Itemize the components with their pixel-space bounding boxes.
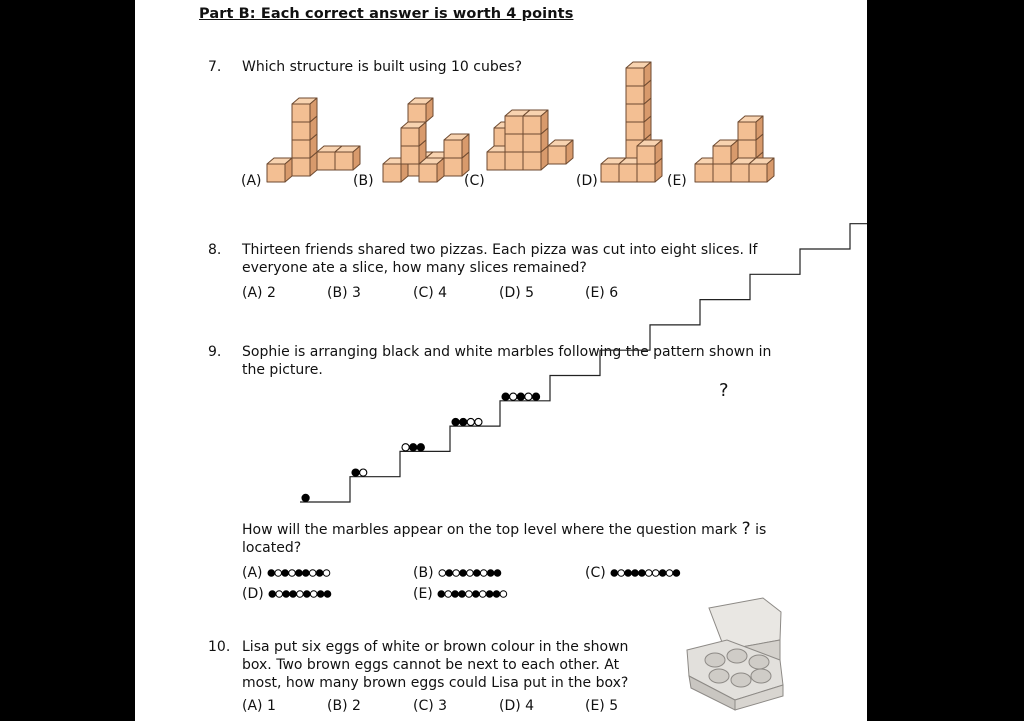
q10-option-e[interactable]: (E) 5 xyxy=(585,698,619,714)
q8-text-line1: Thirteen friends shared two pizzas. Each pizza was cut into eight slices. If xyxy=(242,242,758,258)
q10-option-a[interactable]: (A) 1 xyxy=(242,698,276,714)
q7-option-d-label[interactable]: (D) xyxy=(576,173,598,189)
q9-text-line1: Sophie is arranging black and white marbles following the pattern shown in xyxy=(242,344,772,360)
q8-option-d[interactable]: (D) 5 xyxy=(499,285,535,301)
q9-option-c-label: (C) xyxy=(585,565,606,581)
q10-text-line1: Lisa put six eggs of white or brown colour in the shown xyxy=(242,639,629,655)
q7-text: Which structure is built using 10 cubes? xyxy=(242,59,523,75)
q10-option-c[interactable]: (C) 3 xyxy=(413,698,448,714)
q7-option-e-label[interactable]: (E) xyxy=(667,173,687,189)
q7-number: 7. xyxy=(208,59,222,75)
q8-option-c[interactable]: (C) 4 xyxy=(413,285,448,301)
worksheet-page xyxy=(135,0,867,721)
q8-option-e[interactable]: (E) 6 xyxy=(585,285,619,301)
q10-text-line3: most, how many brown eggs could Lisa put in the box? xyxy=(242,675,629,691)
q9-option-a-label: (A) xyxy=(242,565,263,581)
q8-number: 8. xyxy=(208,242,222,258)
q9-text-line2: the picture. xyxy=(242,362,323,378)
q9-prompt-part1: How will the marbles appear on the top level where the question mark xyxy=(242,522,738,538)
q8-option-b[interactable]: (B) 3 xyxy=(327,285,361,301)
q7-option-c-label[interactable]: (C) xyxy=(464,173,485,189)
egg-carton-image xyxy=(135,0,867,721)
q10-option-d[interactable]: (D) 4 xyxy=(499,698,535,714)
q10-number: 10. xyxy=(208,639,231,655)
egg-carton-icon xyxy=(687,598,783,710)
q9-option-b-label: (B) xyxy=(413,565,434,581)
q8-option-a[interactable]: (A) 2 xyxy=(242,285,276,301)
q9-prompt-line2: located? xyxy=(242,540,302,556)
section-title: Part B: Each correct answer is worth 4 points xyxy=(199,6,574,22)
q7-option-b-label[interactable]: (B) xyxy=(353,173,374,189)
q9-option-e-label: (E) xyxy=(413,586,433,602)
q8-text-line2: everyone ate a slice, how many slices remained? xyxy=(242,260,587,276)
q9-prompt-question-mark: ? xyxy=(741,519,751,539)
q7-option-a-label[interactable]: (A) xyxy=(241,173,262,189)
q9-option-d-label: (D) xyxy=(242,586,264,602)
q9-number: 9. xyxy=(208,344,222,360)
q10-option-b[interactable]: (B) 2 xyxy=(327,698,361,714)
q9-prompt-part2: is xyxy=(755,522,767,538)
question-mark: ? xyxy=(719,380,729,401)
q10-text-line2: box. Two brown eggs cannot be next to each other. At xyxy=(242,657,620,673)
